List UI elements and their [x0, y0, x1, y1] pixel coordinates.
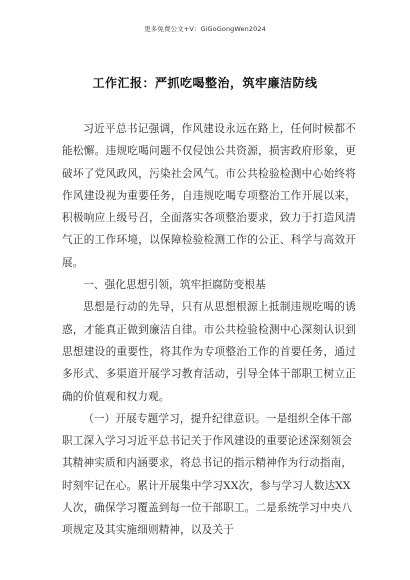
intro-paragraph: 习近平总书记强调，作风建设永远在路上，任何时候都不能松懈。违规吃喝问题不仅侵蚀公共资源，损害政府形象，更破坏了党风政风，污染社会风气。市公共检验检测中心始终将作风建设视为重要任务，自违规吃喝专项整治工作开展以来，积极响应上级号召，全面落实各项整治要求，致力于打造风清气正的工作环境，以保障检验检测工作的公正、科学与高效开展。 — [62, 123, 356, 269]
section-paragraph: 思想是行动的先导，只有从思想根源上抵制违规吃喝的诱惑，才能真正做到廉洁自律。市公共检验检测中心深刻认识到思想建设的重要性，将其作为专项整治工作的首要任务，通过多形式、多渠道开展学习教育活动，引导全体干部职工树立正确的价值观和权力观。 — [62, 301, 356, 403]
document-body — [62, 118, 356, 542]
subsection-paragraph: （一）开展专题学习，提升纪律意识。一是组织全体干部职工深入学习习近平总书记关于作风建设的重要论述深刻领会其精神实质和内涵要求，将总书记的指示精神作为行动指南，时刻牢记在心。累计开展集中学习XX次，参与学习人数达XX人次，确保学习覆盖到每一位干部职工。二是系统学习中央八项规定及其实施细则精神，以及关于 — [62, 412, 353, 537]
header-note: 更多免费公文+V：GiGoGongWen2024 — [144, 25, 266, 33]
section-heading: 一、强化思想引领，筑牢拒腐防变根基 — [83, 279, 266, 292]
document-title: 工作汇报：严抓吃喝整治，筑牢廉洁防线 — [92, 76, 318, 90]
